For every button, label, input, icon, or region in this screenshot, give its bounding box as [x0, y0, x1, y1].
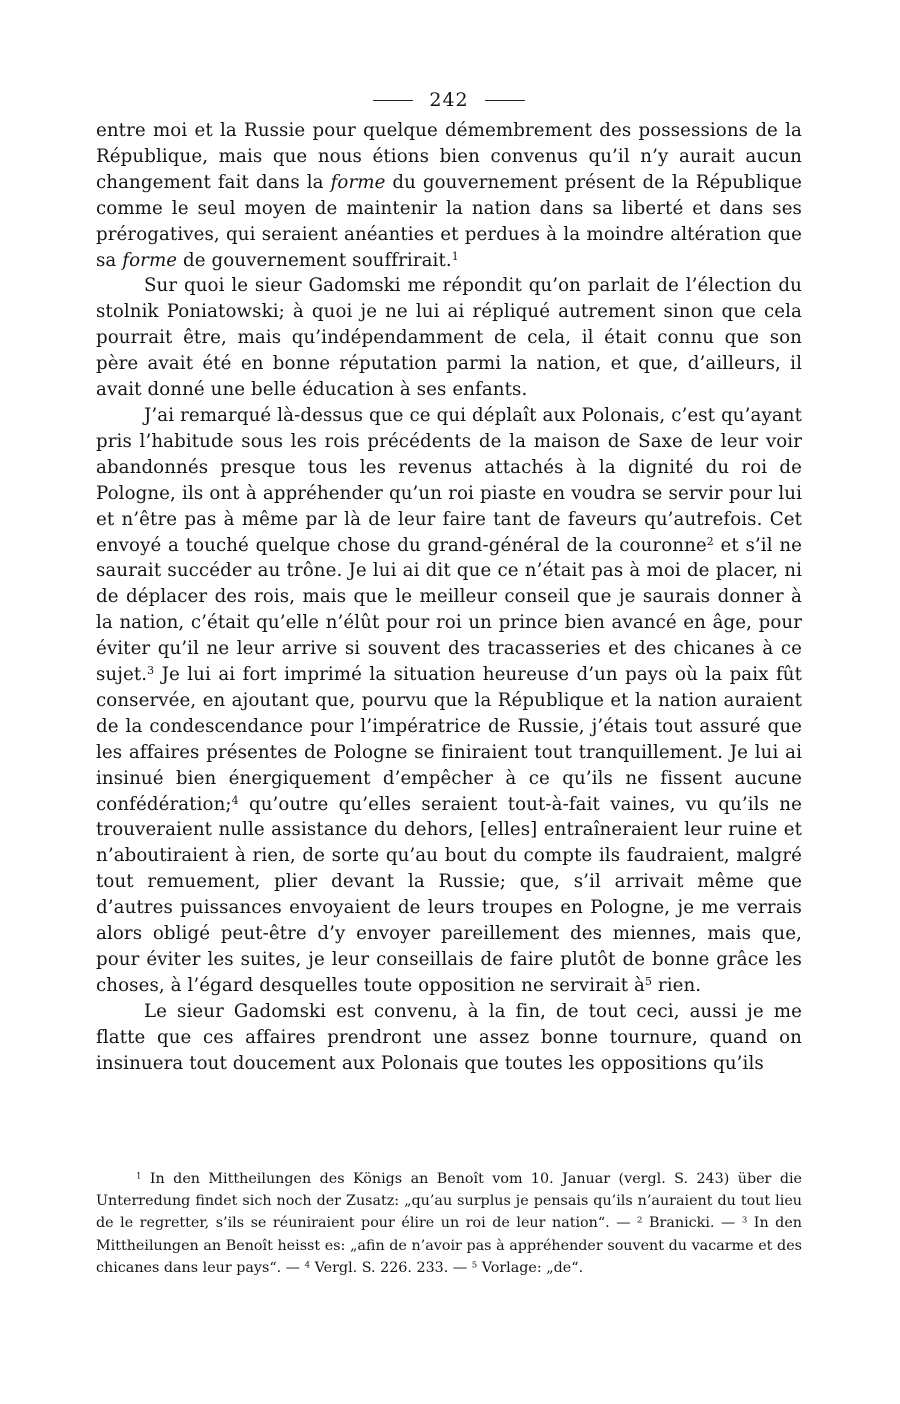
text-run: Branicki. — [642, 1215, 742, 1232]
text-run: et s’il ne saurait succéder au trône. Je lui ai dit que ce n’était pas à moi de placer, ni de déplacer des rois, mais que le meilleur conseil que je saurais donner à la nation, c’était qu’elle n’élût pour roi un prince bien avancé en âge, pour éviter qu’il ne leur arrive si souvent des tracasseries et des chicanes à ce sujet. [96, 534, 802, 686]
text-run: Je lui ai fort imprimé la situation heureuse d’un pays où la paix fût conservée, en ajoutant que, pourvu que la République et la nation auraient de la condescendance pour l’impératrice de Russie, j’étais tout assuré que les affaires présentes de Pologne se finiraient tout tranquillement. Je lui ai insinué bien énergiquement d’empêcher à ce qu’ils ne fissent aucune confédération; [96, 664, 802, 815]
text-run: Sur quoi le sieur Gadomski me répondit qu’on parlait de l’élection du stolnik Poniatowski; à quoi je ne lui ai répliqué autrement sinon que cela pourrait être, mais qu’indépendamment de cela, il était connu que son père avait été en bonne réputation parmi la nation, et que, d’ailleurs, il avait donné une belle éducation à ses enfants. [96, 275, 802, 401]
header-rule-right [485, 100, 525, 101]
text-run: du gouvernement présent de la République comme le seul moyen de maintenir la nation dans sa liberté et dans ses prérogatives, qui seraient anéanties et perdues à la moindre altération que sa [96, 171, 803, 271]
footnote-marker: 2 [706, 534, 714, 548]
page-body [96, 84, 802, 1077]
footnote-marker: 5 [471, 1260, 478, 1271]
text-run: de gouvernement souffrirait. [177, 249, 452, 271]
text-run: Le sieur Gadomski est convenu, à la fin, de tout ceci, aussi je me flatte que ces affaires prendront une assez bonne tournure, quand on insinuera tout doucement aux Polonais que toutes les oppositions qu’ils [96, 1000, 802, 1074]
text-run: Vorlage: „de“. [477, 1259, 584, 1276]
text-run: entre moi et la Russie pour quelque démembrement des possessions de la République, mais que nous étions bien convenus qu’il n’y aurait aucun changement fait dans la [96, 120, 802, 193]
text-run: J’ai remarqué là-dessus que ce qui déplaît aux Polonais, c’est qu’ayant pris l’habitude sous les rois précédents de la maison de Saxe de leur voir abandonnés presque tous les revenus attachés à la dignité du roi de Pologne, ils ont à appréhender qu’un roi piaste en voudra se servir pour lui et n’être pas à même par là de leur faire tant de faveurs qu’autrefois. Cet envoyé a touché quelque chose du grand-général de la couronne [96, 404, 802, 556]
text-run: In den Mittheilungen an Benoît heisst es: „afin de n’avoir pas à appréhender souvent du vacarme et des chicanes dans leur pays“. — [96, 1215, 802, 1276]
text-run: In den Mittheilungen des Königs an Benoît vom 10. Januar (vergl. S. 243) über die Unterredung findet sich noch der Zusatz: „qu’au surplus je pensais qu’ils n’auraient du tout lieu de le regretter, s’ils se réuniraient pour élire un roi de leur nation“. — [96, 1171, 802, 1232]
footnote-marker: 1 [451, 249, 459, 263]
footnotes [96, 1168, 802, 1279]
italic-text: forme [330, 171, 386, 193]
footnote-marker: 2 [637, 1215, 643, 1226]
footnote-marker: 4 [231, 793, 239, 807]
header-rule-left [373, 100, 413, 101]
paragraph-1 [96, 118, 802, 273]
paragraph-3 [96, 403, 802, 999]
footnote-marker: 3 [147, 664, 155, 678]
footnote-marker: 4 [304, 1260, 311, 1271]
footnote-marker: 3 [741, 1215, 748, 1226]
text-run: rien. [652, 974, 702, 996]
italic-text: forme [122, 249, 178, 271]
footnote-marker: 5 [644, 974, 653, 988]
page-header [96, 84, 802, 116]
paragraph-2 [96, 273, 802, 403]
page-number: 242 [429, 89, 469, 111]
main-text [96, 118, 802, 1077]
footnote-marker: 1 [136, 1171, 142, 1182]
text-run: Vergl. S. 226. 233. — [310, 1259, 472, 1276]
text-run: qu’outre qu’elles seraient tout-à-fait vaines, vu qu’ils ne trouveraient nulle assistance du dehors, [elles] entraîneraient leur ruine et n’aboutiraient à rien, de sorte qu’au bout du compte ils faudraient, malgré tout remuement, plier devant la Russie; que, s’il arrivait même que d’autres puissances envoyaient de leurs troupes en Pologne, je me verrais alors obligé peut-être d’y envoyer pareillement des miennes, mais que, pour éviter les suites, je leur conseillais de faire plutôt de bonne grâce les choses, à l’égard desquelles toute opposition ne servirait à [96, 793, 802, 996]
paragraph-4 [96, 999, 802, 1077]
footnote-block [96, 1168, 802, 1279]
